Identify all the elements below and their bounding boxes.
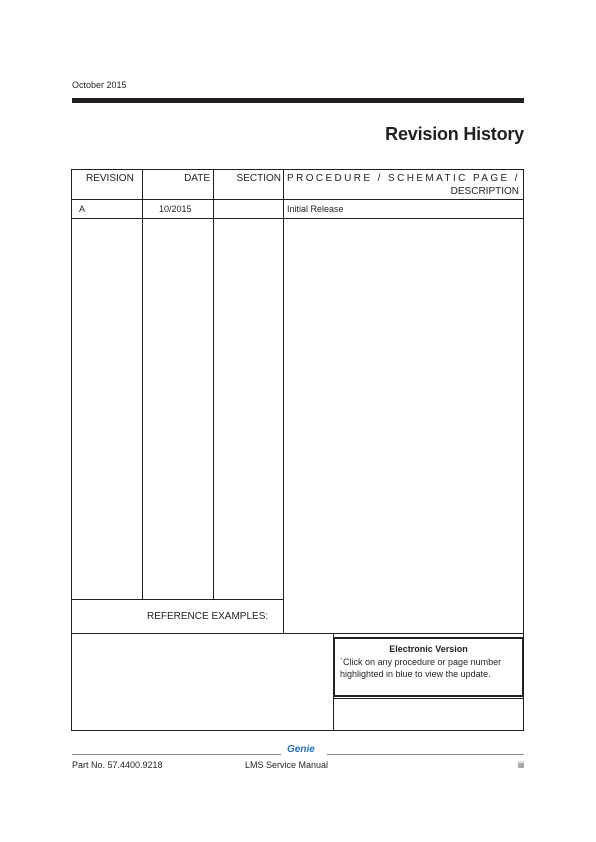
row-divider (72, 218, 523, 219)
col-divider-1 (142, 170, 143, 599)
page-title: Revision History (385, 124, 524, 144)
col-divider-3 (283, 170, 284, 633)
col-divider-2 (213, 170, 214, 599)
footer-page-number: iii (518, 760, 524, 770)
header-row-divider (72, 199, 523, 200)
ev-bottom-divider (333, 698, 523, 699)
row-date: 10/2015 (159, 204, 192, 214)
header-date: October 2015 (72, 80, 127, 90)
footer-manual-name: LMS Service Manual (245, 760, 329, 770)
electronic-version-title: Electronic Version (389, 644, 468, 654)
lower-section-divider (72, 633, 523, 634)
genie-logo: Genie (287, 744, 315, 755)
reference-examples-label: REFERENCE EXAMPLES: (147, 611, 269, 622)
electronic-version-text: `Click on any procedure or page number highlighted in blue to view the update. (340, 657, 502, 679)
footer-rule-left (72, 754, 281, 755)
col-header-date: DATE (184, 173, 210, 184)
row-description: Initial Release (287, 204, 344, 214)
electronic-version-box (333, 637, 524, 697)
col-header-procedure: PROCEDURE / SCHEMATIC PAGE / (287, 173, 520, 184)
reference-divider (72, 599, 284, 600)
col-header-section: SECTION (236, 173, 281, 184)
row-revision: A (79, 204, 86, 214)
footer-rule-right (327, 754, 524, 755)
header-rule (72, 98, 524, 103)
footer-part-no: Part No. 57.4400.9218 (72, 760, 163, 770)
col-header-description: DESCRIPTION (450, 186, 519, 197)
col-header-revision: REVISION (86, 173, 134, 184)
